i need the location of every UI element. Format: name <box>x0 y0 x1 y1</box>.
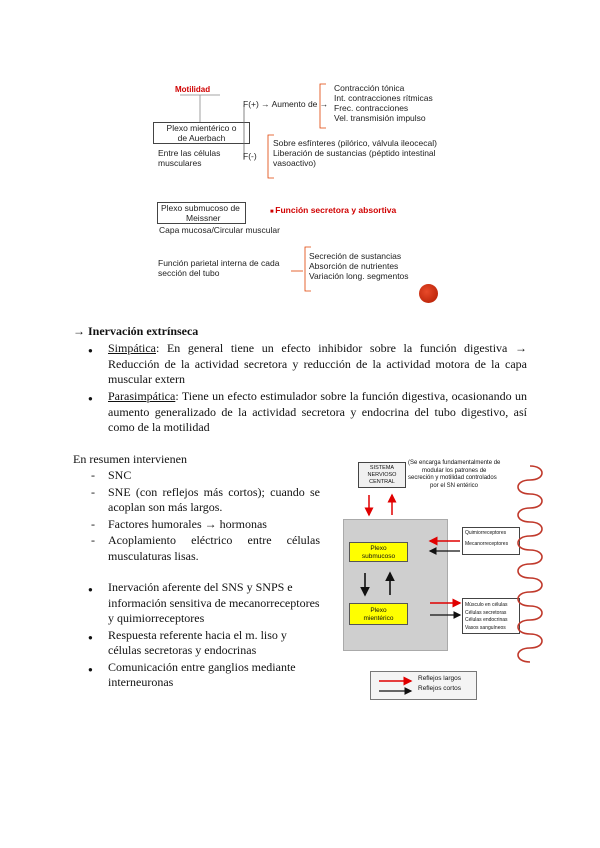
f-minus-item: Liberación de sustancias (péptido intestinal <box>273 148 436 158</box>
snc-line: SISTEMA <box>369 465 395 471</box>
resumen-dash-item: - SNC <box>108 468 320 484</box>
plexo-submucoso-box <box>157 202 246 224</box>
plexo-mienterico-line1: Plexo mientérico o <box>166 123 237 133</box>
f-branch-connector <box>240 80 330 190</box>
f-minus-list <box>273 138 437 168</box>
f-plus-list <box>334 83 433 123</box>
simpatica-text: : En general tiene un efecto inhibidor sobre la función digestiva → Reducción de la actividad secretora y reducción de la actividad motora de la capa muscular extern <box>108 341 527 386</box>
funcion-secretora-label <box>270 205 396 217</box>
resumen-bullet-item: ● Inervación aferente del SNS y SNPS e información sensitiva de mecanorreceptores y quimiorreceptores <box>108 580 320 627</box>
motilidad-label: Motilidad <box>175 85 211 94</box>
resumen-intro: En resumen intervienen <box>73 452 187 466</box>
f-minus-item: Sobre esfínteres (pilórico, válvula ileocecal) <box>273 138 437 148</box>
funcion-parietal-line1: Función parietal interna de cada <box>158 258 280 268</box>
parasimpatica-text: : Tiene un efecto estimulador sobre la función digestiva, ocasionando un aumento generalizado de la actividad secretora y endocrina del tubo digestivo, así como de la motilidad <box>108 389 527 434</box>
parasimpatica-paragraph <box>108 389 527 436</box>
plexo-mienterico-line2: de Auerbach <box>177 133 226 143</box>
entre-capas-line1: Entre las células <box>158 148 221 158</box>
parasimpatica-term: Parasimpática <box>108 389 176 403</box>
snc-note-line: por el SN entérico <box>430 482 479 489</box>
resumen-bullet-list <box>108 580 320 691</box>
snc-note-line: (Se encarga fundamentalmente de <box>408 460 501 466</box>
funcion-secretora-text: Función secretora y absortiva <box>275 205 397 215</box>
red-dot-icon <box>419 284 438 303</box>
parietal-item: Variación long. segmentos <box>309 271 409 281</box>
f-plus-item: Frec. contracciones <box>334 103 409 113</box>
snc-note-line: modular los patrones de <box>422 467 487 474</box>
funcion-parietal-text <box>158 258 279 278</box>
f-minus-item: vasoactivo) <box>273 158 316 168</box>
inervacion-heading: → Inervación extrínseca <box>73 324 199 338</box>
f-minus-text: F(-) <box>243 151 257 161</box>
plexo-mie-line: Plexo <box>370 607 387 614</box>
plexo-mienterico-box <box>153 122 250 144</box>
resumen-bullet-item: ● Respuesta referente hacia el m. liso y células secretoras y endocrinas <box>108 628 320 659</box>
parietal-list <box>309 251 409 281</box>
resumen-dash-item: - Factores humorales → hormonas <box>108 517 320 533</box>
plexo-submucoso-line1: Plexo submucoso de <box>161 203 240 213</box>
bullet-dot-icon: ■ <box>270 209 276 215</box>
resumen-dash-item: - Acoplamiento eléctrico entre células musculaturas lisas. <box>108 533 320 564</box>
receptor-item: Mecanorreceptores <box>465 541 509 547</box>
simpatica-paragraph <box>108 341 527 388</box>
resumen-dash-list <box>108 468 320 564</box>
funcion-parietal-line2: sección del tubo <box>158 268 220 278</box>
plexo-mie-line: mientérico <box>363 615 394 622</box>
entre-capas-text <box>158 148 220 168</box>
snc-line: NERVIOSO <box>367 472 397 478</box>
legend-labels <box>418 674 461 694</box>
legend-box <box>370 671 477 700</box>
resumen-dash-item: - SNE (con reflejos más cortos); cuando se acoplan son más largos. <box>108 485 320 516</box>
legend-largos: Reflejos largos <box>418 675 461 682</box>
f-plus-item: Contracción tónica <box>334 83 405 93</box>
efector-item: Músculo en células <box>465 602 508 608</box>
plexo-sub-line: Plexo <box>370 545 387 552</box>
capa-mucosa-text: Capa mucosa/Circular muscular <box>159 225 280 235</box>
parietal-item: Absorción de nutrientes <box>309 261 399 271</box>
legend-arrows <box>377 676 417 696</box>
f-plus-item: Int. contracciones rítmicas <box>334 93 433 103</box>
snc-line: CENTRAL <box>369 479 395 485</box>
simpatica-term: Simpática <box>108 341 156 355</box>
f-plus-text: F(+) → Aumento de → <box>243 99 329 109</box>
snc-note-line: secreción y motilidad controlados <box>408 475 497 481</box>
efector-item: Células secretoras <box>465 609 507 616</box>
plexo-submucoso-line2: Meissner <box>186 213 221 223</box>
intestine-wave-icon <box>510 462 550 667</box>
receptor-item: Quimiorreceptores <box>465 530 507 536</box>
legend-cortos: Reflejos cortos <box>418 685 461 692</box>
resumen-bullet-item: ● Comunicación entre ganglios mediante interneuronas <box>108 660 320 691</box>
f-plus-item: Vel. transmisión impulso <box>334 113 426 123</box>
efector-item: Células endocrinas <box>465 617 508 623</box>
efector-item: Vasos sanguíneos <box>465 624 506 631</box>
plexo-sub-line: submucoso <box>361 553 396 560</box>
parietal-item: Secreción de sustancias <box>309 251 402 261</box>
entre-capas-line2: musculares <box>158 158 202 168</box>
